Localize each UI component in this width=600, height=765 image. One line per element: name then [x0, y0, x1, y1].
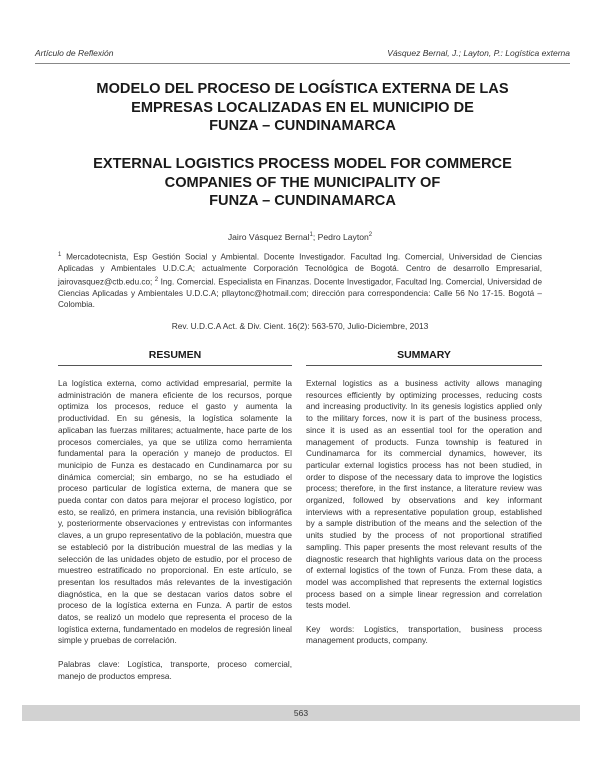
author-1: Jairo Vásquez Bernal — [227, 232, 310, 242]
affil-1-sup: 1 — [58, 252, 62, 258]
resumen-rule — [58, 365, 292, 366]
title-es-line: MODELO DEL PROCESO DE LOGÍSTICA EXTERNA DE LAS — [96, 81, 509, 97]
resumen-heading: RESUMEN — [148, 349, 202, 361]
affil-2-sup: 2 — [154, 276, 159, 283]
running-head-left: Artículo de Reflexión — [35, 48, 114, 58]
resumen-body: La logística externa, como actividad empresarial, permite la administración de manera eficiente de los recursos, porque optimiza los procesos, reduce el gasto y aumenta la productividad. En su génesis, la logística solamente la aplicaban las fuerzas militares; actualmente, hace parte de los procesos comerciales, ya que se utiliza como herramienta fundamental para la operación y manejo de productos. El municipio de Funza es destacado en Cundinamarca por su dinámica comercial; sin embargo, no se ha estudiado el proceso particular de logística externa, de manera que se pueda contar con datos para mejorar el proceso logístico, por esto, se realizó, en primera instancia, una revisión bibliográfica y, posteriormente observaciones y entrevistas con informantes claves, a un grupo representativo de la población, muestra que se estableció por la distribución muestral de las medias y la selección de las unidades objeto de estudio, por el proceso de muestreo estratificado no proporcional. En este artículo, se presentan los resultados más relevantes de la investigación diagnóstica, en la que se destacan varios datos sobre el proceso de la logística externa en Funza. A partir de estos datos, se realizó un modelo que representa el proceso de la logística externa, fundamentado en modelos de regresión lineal simple y pruebas de correlación. — [58, 379, 292, 646]
summary-column — [306, 378, 542, 659]
affiliations — [58, 250, 542, 311]
title-en-line: EXTERNAL LOGISTICS PROCESS MODEL FOR COMMERCE — [93, 156, 512, 172]
title-english — [40, 155, 565, 211]
author-2: Pedro Layton — [317, 232, 369, 242]
title-es-line: FUNZA – CUNDINAMARCA — [209, 118, 396, 134]
title-en-line: FUNZA – CUNDINAMARCA — [209, 193, 396, 209]
citation: Rev. U.D.C.A Act. & Div. Cient. 16(2): 563-570, Julio-Diciembre, 2013 — [171, 321, 429, 331]
header-rule — [35, 63, 570, 64]
running-head-right: Vásquez Bernal, J.; Layton, P.: Logística externa — [387, 48, 570, 58]
affil-1-text: Mercadotecnista, Esp Gestión Social y Ambiental. Docente Investigador. Facultad Ing. Comercial, Universidad de Ciencias Aplicadas y Ambientales U.D.C.A; actualmente Corporación Tecnológica de Bogotá. Centro de desarrollo Empresarial, jairovasquez@ctb.edu.co; — [58, 252, 543, 287]
title-spanish — [40, 80, 565, 136]
page-number: 563 — [293, 708, 309, 718]
summary-rule — [306, 365, 542, 366]
title-en-line: COMPANIES OF THE MUNICIPALITY OF — [164, 174, 441, 191]
running-head — [35, 42, 570, 62]
author-separator: ; — [312, 232, 318, 242]
author-1-sup: 1 — [309, 232, 313, 239]
summary-keywords: Key words: Logistics, transportation, business process management products, company. — [306, 624, 542, 646]
title-es-line: EMPRESAS LOCALIZADAS EN EL MUNICIPIO DE — [131, 99, 474, 116]
summary-body: External logistics as a business activity allows managing resources efficiently by optimizing processes, reducing costs and increasing productivity. In its genesis logistics applied only to the military forces, now it is part of the business process, since it is used as an essential tool for the operation and management of products. Funza township is featured in Cundinamarca for its commercial dynamics, however, its particular external logistics process has not been studied, in order to dispose of the necessary data to improve the logistics process; therefore, in the first instance, a literature review was organized, followed by observations and key informant interviews with a representative population group, established by a sample distribution of the means and the selection of the units studied by the process of not proportional stratified sampling. This paper presents the most relevant results of the diagnostic research that highlights various data on the process of external logistics of the town of Funza. From these data, a model was accomplished that represents the external logistics process based on a simple linear regression and correlation tests model. — [306, 379, 542, 611]
author-2-sup: 2 — [368, 232, 373, 239]
footer-bar — [22, 705, 580, 721]
summary-heading: SUMMARY — [397, 349, 451, 361]
resumen-column — [58, 378, 292, 694]
authors — [0, 232, 600, 242]
resumen-keywords: Palabras clave: Logística, transporte, proceso comercial, manejo de productos empresa. — [58, 659, 292, 681]
affil-2-text: Ing. Comercial. Especialista en Finanzas. Docente Investigador, Facultad Ing. Comercial, Universidad de Ciencias Aplicadas y Ambientales U.D.C.A; pllaytonc@hotmail.com; dirección para correspondencia: Calle 56 No 17-15. Bogotá – Colombia. — [58, 277, 543, 310]
